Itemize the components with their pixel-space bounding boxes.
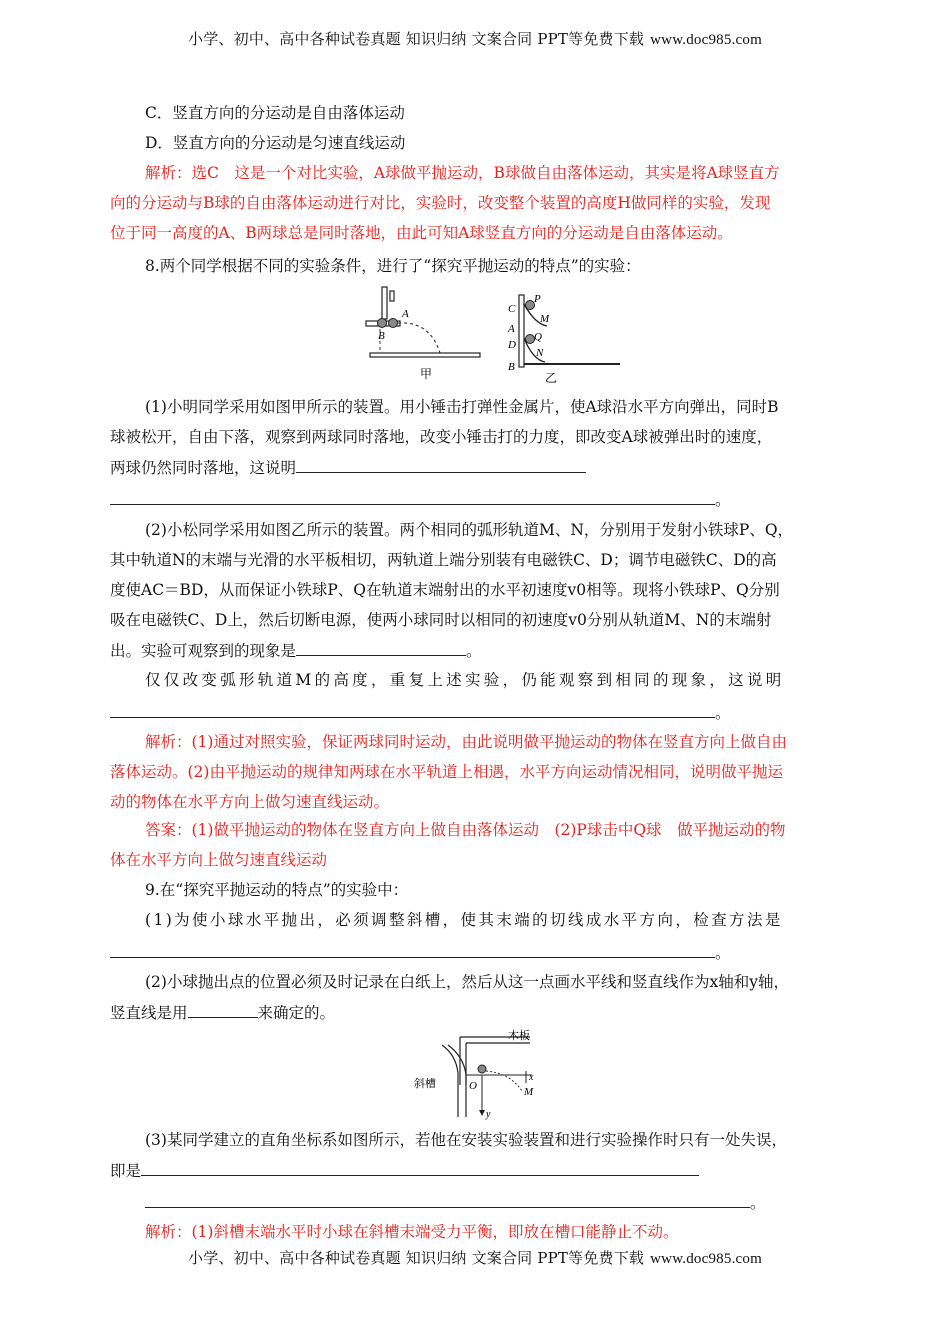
- q8-p1-line4-row: [110, 489, 845, 510]
- q8-answer-blank-2a[interactable]: [296, 640, 466, 656]
- q8-p2-line2: 其中轨道N的末端与光滑的水平板相切，两轨道上端分别装有电磁铁C、D；调节电磁铁C、D的高: [110, 551, 777, 569]
- label-a: A: [402, 308, 409, 320]
- figure-jia: [360, 283, 490, 383]
- figure-yi: [505, 290, 625, 385]
- label-m: M: [540, 313, 550, 325]
- q8-p1-line3-row: [110, 457, 845, 478]
- ball-icon: [478, 1065, 486, 1073]
- page-header: [0, 28, 950, 49]
- q9-answer-blank-2[interactable]: [188, 1002, 258, 1018]
- q7-explanation-1: 解析：选C 这是一个对比实验，A球做平抛运动，B球做自由落体运动，其实是将A球竖直方: [145, 164, 780, 182]
- trajectory-a: [398, 323, 440, 353]
- label-c: C: [508, 303, 516, 315]
- caption-jia: 甲: [420, 367, 433, 381]
- q8-period-2: 。: [466, 642, 482, 660]
- label-b2: B: [508, 361, 515, 373]
- q8-explanation-2: 落体运动。(2)由平抛运动的规律知两球在水平轨道上相遇，水平方向运动情况相同，说明做平抛运: [110, 763, 783, 781]
- q9-p2-line2-row: [110, 1002, 845, 1023]
- figure-q9: [412, 1025, 562, 1120]
- q9-answer-blank-1[interactable]: [110, 942, 715, 958]
- q9-p2-line1: (2)小球抛出点的位置必须及时记录在白纸上，然后从这一点画水平线和竖直线作为x轴和y轴，: [145, 973, 789, 991]
- chute-outer: [442, 1045, 458, 1117]
- q7-option-c: C．竖直方向的分运动是自由落体运动: [145, 104, 405, 122]
- q9-answer-blank-3a[interactable]: [141, 1160, 699, 1176]
- q9-stem: 9.在“探究平抛运动的特点”的实验中：: [145, 881, 409, 899]
- q8-answer-blank-2b[interactable]: [110, 702, 715, 718]
- label-n: N: [536, 347, 544, 359]
- q8-answer-blank-1a[interactable]: [296, 457, 586, 473]
- q9-p3-line2-row: [110, 1160, 845, 1181]
- label-d: D: [508, 339, 516, 351]
- q9-period-1: 。: [715, 944, 731, 962]
- page-footer: [0, 1247, 950, 1268]
- q9-p2-line2b: 来确定的。: [257, 1004, 336, 1022]
- label-p: P: [534, 293, 541, 305]
- label-y: y: [486, 1109, 491, 1120]
- label-board: 木板: [508, 1030, 530, 1042]
- label-x: x: [529, 1072, 534, 1083]
- q8-p1-line3: 两球仍然同时落地，这说明: [110, 459, 297, 477]
- ball-b: [378, 319, 387, 328]
- q9-explanation-1: 解析：(1)斜槽末端水平时小球在斜槽末端受力平衡，即放在槽口能静止不动。: [145, 1223, 679, 1241]
- q9-p3-line2: 即是: [110, 1162, 142, 1180]
- hammer-post: [382, 287, 387, 319]
- footer-site: www.doc985.com: [650, 1251, 762, 1267]
- ball-a: [389, 319, 398, 328]
- label-chute: 斜槽: [414, 1078, 436, 1090]
- q8-period-1: 。: [715, 491, 731, 509]
- hammer-icon: [390, 291, 394, 301]
- stand-post: [519, 295, 524, 367]
- q8-answer-1: 答案：(1)做平抛运动的物体在竖直方向上做自由落体运动 (2)P球击中Q球 做平抛运动的物: [145, 821, 786, 839]
- y-axis-arrow-icon: [479, 1110, 485, 1116]
- q7-option-d: D．竖直方向的分运动是匀速直线运动: [145, 134, 406, 152]
- q8-p2-line3: 度使AC＝BD，从而保证小铁球P、Q在轨道末端射出的水平初速度v0相等。现将小铁球P、Q分别: [110, 581, 780, 599]
- q7-explanation-2: 向的分运动与B球的自由落体运动进行对比，实验时，改变整个装置的高度H做同样的实验，发现: [110, 194, 771, 212]
- label-m-q9: M: [524, 1086, 534, 1098]
- q8-explanation-1: 解析：(1)通过对照实验，保证两球同时运动，由此说明做平抛运动的物体在竖直方向上做自由: [145, 733, 787, 751]
- q8-p2-line5: 出。实验可观察到的现象是: [110, 642, 297, 660]
- q8-p2-line4: 吸在电磁铁C、D上，然后切断电源，使两小球同时以相同的初速度v0分别从轨道M、N的末端射: [110, 611, 772, 629]
- q8-period-3: 。: [715, 704, 731, 722]
- q8-p2-line5-row: [110, 640, 845, 661]
- q8-answer-2: 体在水平方向上做匀速直线运动: [110, 851, 328, 869]
- q9-answer-blank-3b[interactable]: [145, 1192, 750, 1208]
- q9-p3-line3-row: [145, 1192, 880, 1213]
- label-q: Q: [534, 331, 542, 343]
- q9-p2-line2a: 竖直线是用: [110, 1004, 188, 1022]
- q8-p1-line1: (1)小明同学采用如图甲所示的装置。用小锤击打弹性金属片，使A球沿水平方向弹出，同时B: [145, 398, 779, 416]
- label-b: B: [378, 330, 385, 342]
- caption-yi: 乙: [545, 371, 558, 385]
- q7-explanation-3: 位于同一高度的A、B两球总是同时落地，由此可知A球竖直方向的分运动是自由落体运动。: [110, 224, 733, 242]
- q8-p2-line6: 仅仅改变弧形轨道M的高度，重复上述实验，仍能观察到相同的现象，这说明: [145, 671, 785, 689]
- q9-p3-line1: (3)某同学建立的直角坐标系如图所示，若他在安装实验装置和进行实验操作时只有一处失误，: [145, 1131, 787, 1149]
- label-o: O: [469, 1080, 477, 1092]
- trajectory-q9: [486, 1071, 522, 1091]
- header-text: 小学、初中、高中各种试卷真题 知识归纳 文案合同 PPT等免费下载: [188, 30, 645, 48]
- q8-p2-line1: (2)小松同学采用如图乙所示的装置。两个相同的弧形轨道M、N，分别用于发射小铁球P、Q，: [145, 521, 794, 539]
- chute-inner: [448, 1045, 466, 1117]
- q9-p1-line2-row: [110, 942, 845, 963]
- label-a2: A: [508, 323, 515, 335]
- footer-text: 小学、初中、高中各种试卷真题 知识归纳 文案合同 PPT等免费下载: [188, 1249, 645, 1267]
- q8-p2-line7-row: [110, 702, 845, 723]
- ground-plate: [370, 353, 480, 357]
- q8-explanation-3: 动的物体在水平方向上做匀速直线运动。: [110, 793, 390, 811]
- q8-answer-blank-1b[interactable]: [110, 489, 715, 505]
- q8-stem: 8.两个同学根据不同的实验条件，进行了“探究平抛运动的特点”的实验：: [145, 257, 641, 275]
- header-site: www.doc985.com: [650, 32, 762, 48]
- q9-period-3: 。: [750, 1194, 766, 1212]
- q8-p1-line2: 球被松开，自由下落，观察到两球同时落地，改变小锤击打的力度，即改变A球被弹出时的速度，: [110, 428, 773, 446]
- q9-p1-line1: (1)为使小球水平抛出，必须调整斜槽，使其末端的切线成水平方向，检查方法是: [145, 911, 783, 929]
